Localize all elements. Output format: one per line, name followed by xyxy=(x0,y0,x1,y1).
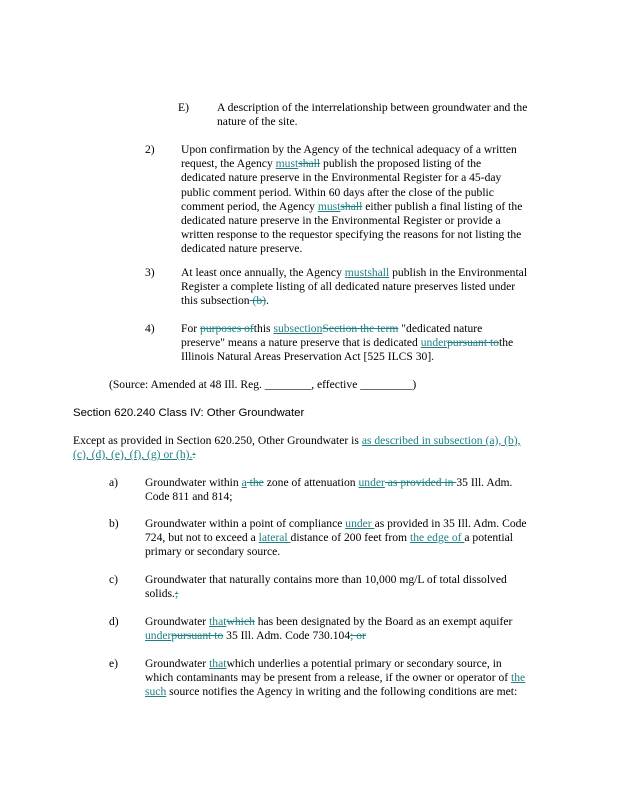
text: distance of 200 feet from xyxy=(290,531,410,545)
deleted-text: purposes of xyxy=(200,322,254,335)
text: 35 Ill. Adm. Code 730.104 xyxy=(223,629,351,643)
text: Groundwater xyxy=(145,657,210,670)
text: the xyxy=(498,336,514,350)
deleted-text: shall xyxy=(340,199,363,213)
item-d-line2 xyxy=(145,629,512,643)
inserted-text: as described in subsection (a), (b), xyxy=(361,434,521,447)
deleted-text: ; or xyxy=(350,629,366,643)
item-e-text xyxy=(217,101,527,129)
text: preserve" means a nature preserve that is dedicated xyxy=(181,336,421,350)
text: For xyxy=(181,322,201,335)
text: "dedicated nature xyxy=(398,322,483,335)
item-4-line1 xyxy=(181,322,513,336)
item-e2-text xyxy=(145,657,525,700)
inserted-text: under xyxy=(420,336,448,350)
item-3-label: 3) xyxy=(145,266,155,279)
inserted-text: under xyxy=(345,517,375,530)
item-b-line3: primary or secondary source. xyxy=(145,545,281,559)
deleted-text: pursuant to xyxy=(447,336,499,350)
item-b-label: b) xyxy=(109,517,119,530)
inserted-text: mustshall xyxy=(344,266,390,279)
text: 724, but not to exceed a xyxy=(145,531,259,545)
inserted-text: (c), (d), (e), (f), (g) or (h). xyxy=(73,448,193,462)
text: . xyxy=(266,294,269,308)
inserted-text: must xyxy=(275,157,299,171)
item-3-line1 xyxy=(181,266,527,280)
item-a-text xyxy=(145,476,512,504)
deleted-text: which xyxy=(226,615,255,628)
item-3-line2: Register a complete listing of all dedicated nature preserves listed under xyxy=(181,280,516,294)
item-a-label: a) xyxy=(109,476,119,489)
text: zone of attenuation xyxy=(263,476,359,489)
item-b-line2 xyxy=(145,531,527,545)
text: comment period, the Agency xyxy=(181,199,318,213)
text: as provided in 35 Ill. Adm. Code xyxy=(374,517,527,530)
text: publish the proposed listing of the xyxy=(320,157,482,171)
text: 35 Ill. Adm. xyxy=(456,476,513,489)
item-3-line3 xyxy=(181,294,527,308)
item-c-line1: Groundwater that naturally contains more than 10,000 mg/L of total dissolved xyxy=(145,573,507,586)
inserted-text: must xyxy=(317,199,341,213)
item-4-line3: Illinois Natural Areas Preservation Act [525 ILCS 30]. xyxy=(181,350,435,364)
item-e-line1: A description of the interrelationship between groundwater and the xyxy=(217,101,528,114)
deleted-text: : xyxy=(192,448,196,462)
text: either publish a final listing of the xyxy=(362,199,523,213)
text: has been designated by the Board as an exempt aquifer xyxy=(254,615,513,628)
item-2-line5 xyxy=(181,200,522,214)
inserted-text: subsection xyxy=(273,322,323,335)
item-4-label: 4) xyxy=(145,322,155,335)
text: Except as provided in Section 620.250, Other Groundwater is xyxy=(73,434,362,447)
item-2-line6: dedicated nature preserve in the Environmental Register or provide a xyxy=(181,214,501,228)
text: which contaminants may be present from a release, if the owner or operator of xyxy=(145,671,512,685)
text: Groundwater within a point of compliance xyxy=(145,517,346,530)
item-3-text xyxy=(181,266,527,309)
intro-line1 xyxy=(73,434,521,448)
source-note: (Source: Amended at 48 Ill. Reg. ________, effective _________) xyxy=(109,378,417,391)
item-e2-line3 xyxy=(145,685,525,699)
deleted-text: the xyxy=(246,476,264,489)
text: Groundwater within xyxy=(145,476,242,489)
item-a-line2: Code 811 and 814; xyxy=(145,490,233,504)
intro-line2 xyxy=(73,448,521,462)
text: which underlies a potential primary or secondary source, in xyxy=(226,657,502,670)
inserted-text: lateral xyxy=(258,531,291,545)
deleted-text: shall xyxy=(298,157,321,171)
item-2-line7: written response to the requestor specifying the reasons for not listing the xyxy=(181,228,522,242)
inserted-text: that xyxy=(209,615,227,628)
item-2-line4: public comment period. Within 60 days after the close of the public xyxy=(181,185,494,199)
section-intro xyxy=(73,434,521,462)
deleted-text: (b) xyxy=(249,294,267,308)
item-e-line2: nature of the site. xyxy=(217,115,298,129)
item-e2-line2 xyxy=(145,671,525,685)
section-heading: Section 620.240 Class IV: Other Groundwater xyxy=(73,407,305,419)
item-2-line3: dedicated nature preserve in the Environmental Register for a 45-day xyxy=(181,171,502,185)
deleted-text: Section the term xyxy=(322,322,399,335)
item-d-label: d) xyxy=(109,615,119,628)
inserted-text: the edge of xyxy=(409,531,465,545)
text: At least once annually, the Agency xyxy=(181,266,345,279)
item-b-line1 xyxy=(145,517,527,531)
text: Groundwater xyxy=(145,615,210,628)
item-d-text xyxy=(145,615,512,643)
item-4-text xyxy=(181,322,513,365)
item-d-line1 xyxy=(145,615,512,629)
item-e2-label: e) xyxy=(109,657,119,670)
deleted-text: pursuant to xyxy=(171,629,224,643)
item-c-text xyxy=(145,573,507,601)
text: this subsection xyxy=(181,294,250,308)
item-2-label: 2) xyxy=(145,143,155,156)
inserted-text: under xyxy=(145,629,172,643)
item-2-line2 xyxy=(181,157,522,171)
text: a potential xyxy=(464,531,513,545)
inserted-text: such xyxy=(145,685,167,699)
text: source notifies the Agency in writing and the following conditions are met: xyxy=(166,685,518,699)
text: solids. xyxy=(145,587,175,601)
inserted-text: the xyxy=(511,671,526,685)
deleted-text: ; xyxy=(174,587,179,601)
item-2-line1: Upon confirmation by the Agency of the technical adequacy of a written xyxy=(181,143,517,156)
item-b-text xyxy=(145,517,527,560)
item-2-text xyxy=(181,143,522,257)
text: request, the Agency xyxy=(181,157,276,171)
item-c-line2 xyxy=(145,587,507,601)
inserted-text: that xyxy=(209,657,227,670)
item-4-line2 xyxy=(181,336,513,350)
item-a-line1 xyxy=(145,476,512,490)
item-2-line8: dedicated nature preserve. xyxy=(181,242,303,256)
item-e2-line1 xyxy=(145,657,525,671)
text: publish in the Environmental xyxy=(389,266,528,279)
inserted-text: a xyxy=(241,476,247,489)
item-c-label: c) xyxy=(109,573,119,586)
text: this xyxy=(253,322,274,335)
inserted-text: under xyxy=(358,476,385,489)
deleted-text: as provided in xyxy=(384,476,457,489)
item-e-label: E) xyxy=(178,101,189,114)
